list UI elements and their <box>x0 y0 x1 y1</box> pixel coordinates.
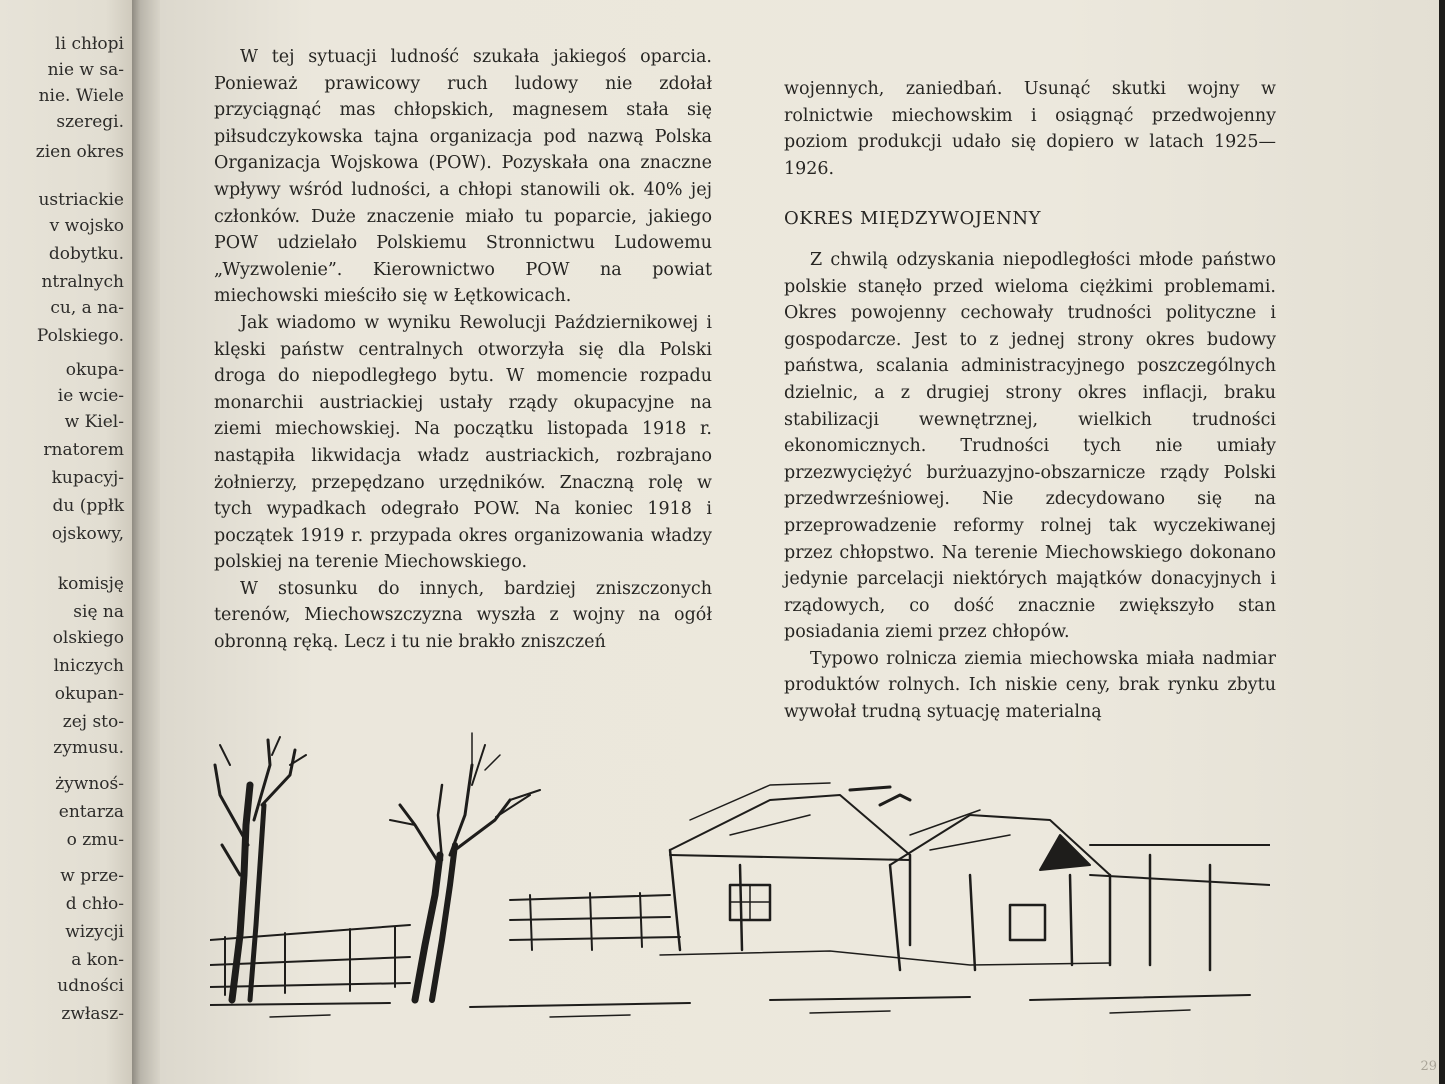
previous-page-line: o zmu- <box>66 830 124 850</box>
village-sketch-illustration <box>210 725 1270 1025</box>
previous-page-line: żywnoś- <box>55 774 124 794</box>
previous-page-line: a kon- <box>71 950 124 970</box>
previous-page-line: wizycji <box>65 922 124 942</box>
right-text-column <box>784 76 1276 726</box>
previous-page-line: lniczych <box>53 656 124 676</box>
previous-page-line: li chłopi <box>55 34 124 54</box>
previous-page-line: d chło- <box>65 894 124 914</box>
previous-page-line: v wojsko <box>49 216 124 236</box>
paragraph-continuation: wojennych, zaniedbań. Usunąć skutki wojny w rolnictwie miechowskim i osiągnąć przedwojenny poziom produkcji udało się dopiero w latach 1925—1926. <box>784 79 1276 179</box>
previous-page-line: ie wcie- <box>57 386 124 406</box>
previous-page-line: zej sto- <box>62 712 124 732</box>
previous-page-line: du (ppłk <box>52 496 124 516</box>
previous-page-line: ntralnych <box>41 272 124 292</box>
page-edge-shadow <box>1439 0 1445 1084</box>
previous-page-line: udności <box>57 976 124 996</box>
paragraph-agriculture: Typowo rolnicza ziemia miechowska miała nadmiar produktów rolnych. Ich niskie ceny, brak rynku zbytu wywołał trudną sytuację materialną <box>784 648 1276 723</box>
previous-page-line: zwłasz- <box>61 1004 124 1024</box>
previous-page-line: w Kiel- <box>64 412 124 432</box>
previous-page-line: rnatorem <box>43 440 124 460</box>
previous-page-line: zymusu. <box>53 738 124 758</box>
book-page <box>160 0 1445 1084</box>
paragraph-pow: W tej sytuacji ludność szukała jakiegoś oparcia. Ponieważ prawicowy ruch ludowy nie zdołał przyciągnąć mas chłopskich, magnesem stała się piłsudczykowska tajna organizacja pod nazwą Polska Organizacja Wojskowa (POW). Pozyskała ona znaczne wpływy wśród ludności, a chłopi stanowili ok. 40% jej członków. Duże znaczenie miało tu poparcie, jakiego POW udzielało Polskiemu Stronnictwu Ludowemu „Wyzwolenie”. Kierownictwo POW na powiat miechowski mieściło się w Łętkowicach. <box>214 47 712 307</box>
previous-page-line: nie. Wiele <box>38 86 124 106</box>
previous-page-line: okupa- <box>65 360 124 380</box>
previous-page-line: zien okres <box>35 142 124 162</box>
previous-page-line: ustriackie <box>38 190 124 210</box>
previous-page-line: okupan- <box>54 684 124 704</box>
previous-page-line: olskiego <box>52 628 124 648</box>
paragraph-war-damage: W stosunku do innych, bardziej zniszczonych terenów, Miechowszczyzna wyszła z wojny na ogół obronną ręką. Lecz i tu nie brakło zniszczeń <box>214 578 712 653</box>
previous-page-line: się na <box>73 602 124 622</box>
previous-page-line: nie w sa- <box>47 60 124 80</box>
previous-page-line: entarza <box>58 802 124 822</box>
page-number: 29 <box>1420 1059 1437 1074</box>
previous-page <box>0 0 132 1084</box>
previous-page-line: dobytku. <box>48 244 124 264</box>
section-heading: OKRES MIĘDZYWOJENNY <box>784 208 1041 230</box>
book-gutter <box>132 0 160 1084</box>
previous-page-line: w prze- <box>60 866 124 886</box>
previous-page-line: kupacyj- <box>51 468 124 488</box>
previous-page-line: ojskowy, <box>51 524 124 544</box>
paragraph-independence: Jak wiadomo w wyniku Rewolucji Październikowej i klęski państw centralnych otworzyła się dla Polski droga do niepodległego bytu. W momencie rozpadu monarchii austriackiej ustały rządy okupacyjne na ziemi miechowskiej. Na początku listopada 1918 r. nastąpiła likwidacja władz austriackich, rozbrajano żołnierzy, przepędzano urzędników. Znaczną rolę w tych wypadkach odegrało POW. Na koniec 1918 i początek 1919 r. przypada okres organizowania władzy polskiej na terenie Miechowskiego. <box>214 312 712 573</box>
previous-page-line: cu, a na- <box>50 298 124 318</box>
previous-page-line: komisję <box>57 574 124 594</box>
left-text-column <box>214 44 712 656</box>
previous-page-line: szeregi. <box>56 112 124 132</box>
previous-page-line: Polskiego. <box>36 326 124 346</box>
paragraph-interwar: Z chwilą odzyskania niepodległości młode państwo polskie stanęło przed wieloma ciężkimi problemami. Okres powojenny cechowały trudności polityczne i gospodarcze. Jest to z jednej strony okres budowy państwa, scalania administracyjnego poszczególnych dzielnic, a z drugiej strony okres inflacji, braku stabilizacji wewnętrznej, wielkich trudności ekonomicznych. Trudności tych nie umiały przezwyciężyć burżuazyjno-obszarnicze rządy Polski przedwrześniowej. Nie zdecydowano się na przeprowadzenie reformy rolnej tak wyczekiwanej przez chłopstwo. Na terenie Miechowskiego dokonano jedynie parcelacji niektórych majątków donacyjnych i rządowych, co dość znacznie zwiększyło stan posiadania ziemi przez chłopów. <box>784 249 1276 643</box>
